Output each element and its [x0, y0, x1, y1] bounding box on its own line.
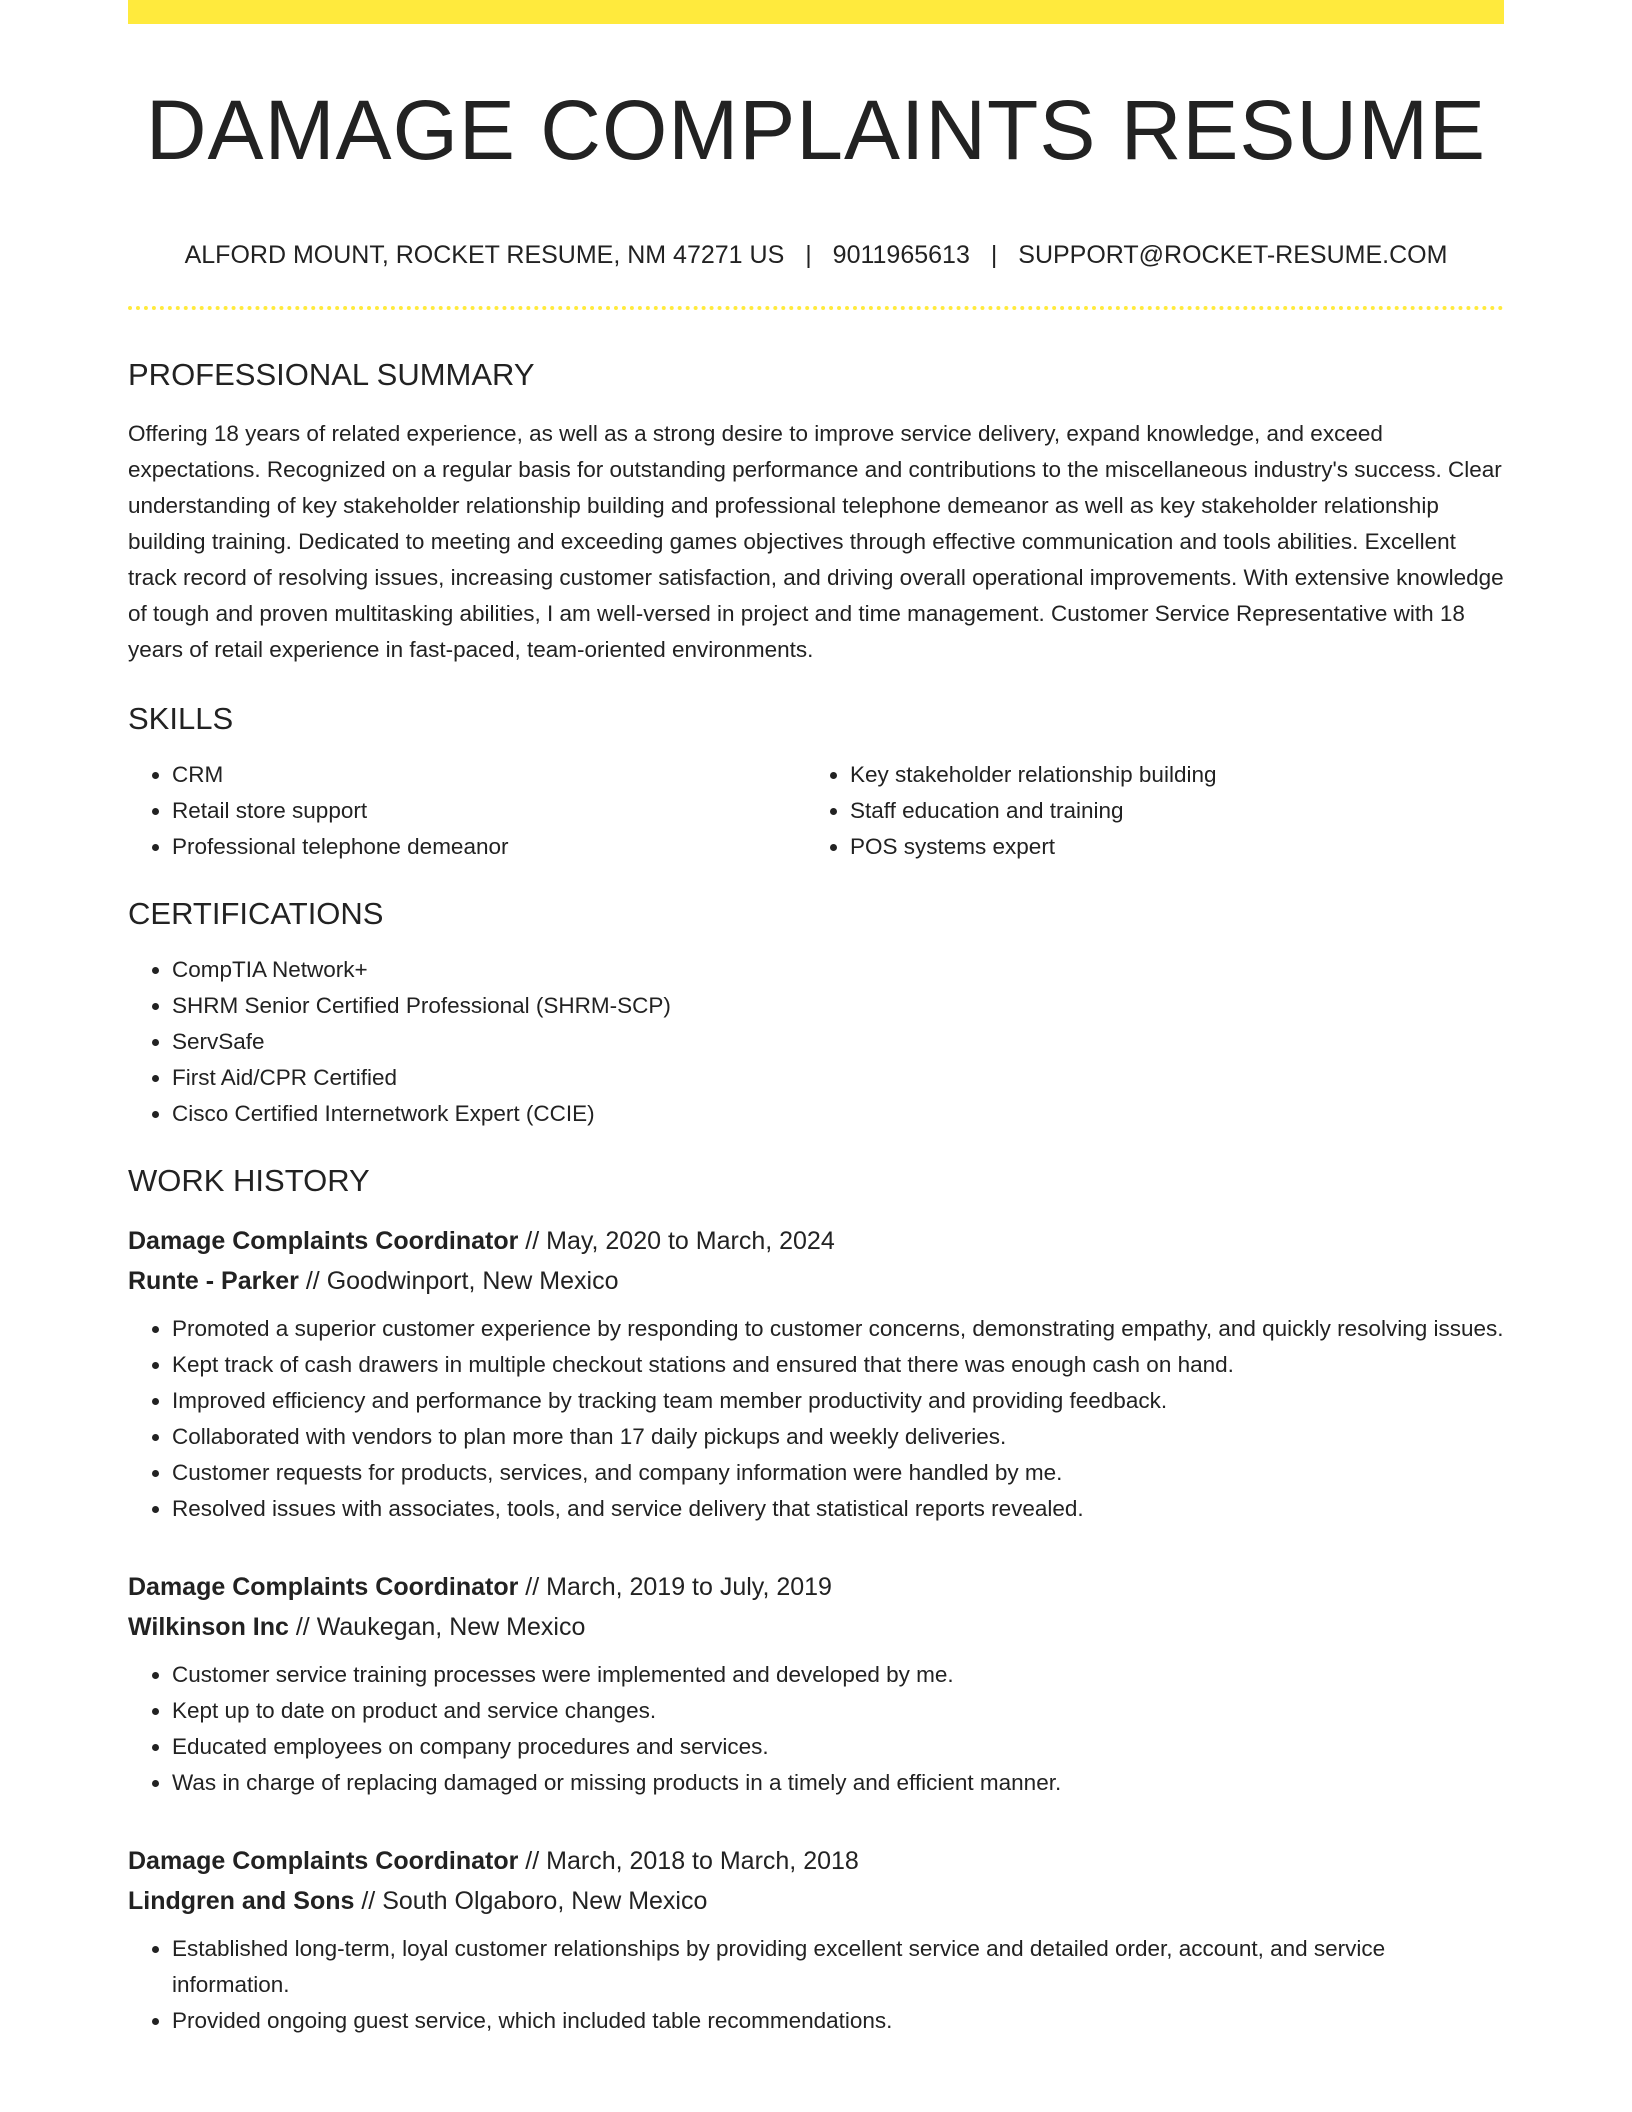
job-bullet: • Improved efficiency and performance by tracking team member productivity and providing feedback. [172, 1383, 1504, 1419]
job-bullet: • Collaborated with vendors to plan more than 17 daily pickups and weekly deliveries. [172, 1419, 1504, 1455]
certifications-heading: CERTIFICATIONS [128, 895, 384, 931]
job-bullet: • Customer requests for products, services, and company information were handled by me. [172, 1455, 1504, 1491]
job-bullet: • Kept up to date on product and service changes. [172, 1693, 1504, 1729]
certification-item: • ServSafe [172, 1024, 1504, 1060]
job-bullet: • Promoted a superior customer experience by responding to customer concerns, demonstrating empathy, and quickly resolving issues. [172, 1311, 1504, 1347]
job-role-line [128, 1221, 1504, 1261]
job-company-line [128, 1261, 1504, 1301]
job-dates: May, 2020 to March, 2024 [546, 1227, 835, 1256]
contact-email: SUPPORT@ROCKET-RESUME.COM [1018, 241, 1448, 270]
job-role: Damage Complaints Coordinator [128, 1573, 519, 1602]
job-bullet: • Educated employees on company procedures and services. [172, 1729, 1504, 1765]
job-divider: // [361, 1887, 376, 1916]
job-company: Runte - Parker [128, 1267, 299, 1296]
work-history-heading: WORK HISTORY [128, 1162, 370, 1198]
job-company-line [128, 1607, 1504, 1647]
resume-title: DAMAGE COMPLAINTS RESUME [145, 83, 1487, 177]
job-bullet: • Kept track of cash drawers in multiple checkout stations and ensured that there was enough cash on hand. [172, 1347, 1504, 1383]
summary-text: Offering 18 years of related experience, as well as a strong desire to improve service delivery, expand knowledge, and exceed expectations. Recognized on a regular basis for outstanding performance and contributions to the miscellaneous industry's success. Clear understanding of key stakeholder relationship building and professional telephone demeanor as well as key stakeholder relationship building training. Dedicated to meeting and exceeding games objectives through effective communication and tools abilities. Excellent track record of resolving issues, increasing customer satisfaction, and driving overall operational improvements. With extensive knowledge of tough and proven multitasking abilities, I am well-versed in project and time management. Customer Service Representative with 18 years of retail experience in fast-paced, team-oriented environments. [128, 420, 1504, 662]
job-bullets [128, 1931, 1504, 2039]
job-divider: // [295, 1613, 310, 1642]
job-company-line [128, 1881, 1504, 1921]
skill-item: • Staff education and training [850, 793, 1484, 829]
certification-item: • First Aid/CPR Certified [172, 1060, 1504, 1096]
top-accent-bar [128, 0, 1504, 24]
skill-item: • Retail store support [172, 793, 806, 829]
skill-item: • Key stakeholder relationship building [850, 757, 1484, 793]
job-role: Damage Complaints Coordinator [128, 1227, 519, 1256]
job-dates: March, 2018 to March, 2018 [546, 1847, 859, 1876]
job-divider: // [305, 1267, 320, 1296]
job-dates: March, 2019 to July, 2019 [546, 1573, 832, 1602]
skills-column-right [806, 757, 1484, 865]
certifications-list [128, 952, 1504, 1132]
job-role-line [128, 1567, 1504, 1607]
contact-separator: | [805, 241, 812, 270]
contact-line [128, 240, 1504, 270]
certification-item: • CompTIA Network+ [172, 952, 1504, 988]
job-bullet: • Customer service training processes were implemented and developed by me. [172, 1657, 1504, 1693]
skill-item: • POS systems expert [850, 829, 1484, 865]
skills-heading: SKILLS [128, 700, 234, 736]
job-bullets [128, 1311, 1504, 1527]
job-bullet: • Provided ongoing guest service, which included table recommendations. [172, 2003, 1504, 2039]
job-company: Lindgren and Sons [128, 1887, 355, 1916]
job-entry [128, 1221, 1504, 1527]
contact-address: ALFORD MOUNT, ROCKET RESUME, NM 47271 US [184, 241, 785, 270]
job-role: Damage Complaints Coordinator [128, 1847, 519, 1876]
header-divider [128, 306, 1504, 310]
job-entry [128, 1841, 1504, 2039]
job-divider: // [525, 1227, 540, 1256]
skills-grid [128, 757, 1504, 865]
skill-item: • CRM [172, 757, 806, 793]
contact-phone: 9011965613 [832, 241, 970, 270]
job-bullet: • Established long-term, loyal customer relationships by providing excellent service and detailed order, account, and service information. [172, 1931, 1504, 2003]
contact-separator: | [990, 241, 998, 270]
job-bullets [128, 1657, 1504, 1801]
job-entry [128, 1567, 1504, 1801]
certification-item: • Cisco Certified Internetwork Expert (CCIE) [172, 1096, 1504, 1132]
job-location: South Olgaboro, New Mexico [382, 1887, 708, 1916]
summary-heading: PROFESSIONAL SUMMARY [128, 357, 535, 393]
job-divider: // [525, 1573, 540, 1602]
skill-item: • Professional telephone demeanor [172, 829, 806, 865]
job-company: Wilkinson Inc [128, 1613, 289, 1642]
job-bullet: • Resolved issues with associates, tools, and service delivery that statistical reports revealed. [172, 1491, 1504, 1527]
resume-page [128, 0, 1504, 2039]
skills-column-left [128, 757, 806, 865]
job-location: Waukegan, New Mexico [316, 1613, 586, 1642]
certification-item: • SHRM Senior Certified Professional (SHRM-SCP) [172, 988, 1504, 1024]
job-role-line [128, 1841, 1504, 1881]
job-divider: // [525, 1847, 540, 1876]
job-bullet: • Was in charge of replacing damaged or missing products in a timely and efficient manner. [172, 1765, 1504, 1801]
job-location: Goodwinport, New Mexico [326, 1267, 619, 1296]
